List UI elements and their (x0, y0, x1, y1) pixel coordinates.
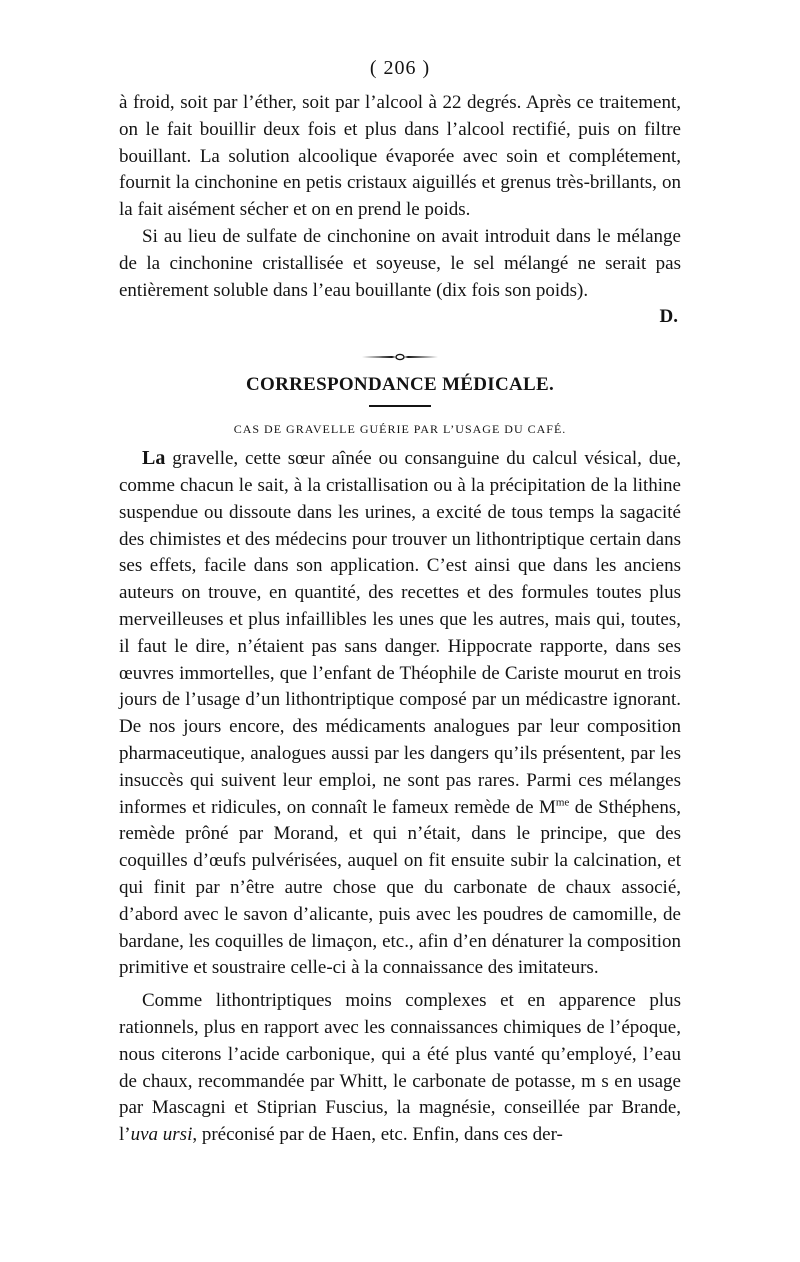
section-title: CORRESPONDANCE MÉDICALE. (245, 374, 555, 396)
paragraph-text: Comme lithontriptiques moins complexes et en apparence plus rationnels, plus en rapport avec les connaissances chimiques de l’époque, nous citerons l’acide carbonique, qui a été plus vanté qu’employé, l’eau de chaux, recommandée par Whitt, le carbonate de potasse, m s en usage par Mascagni et Stiprian Fuscius, la magnésie, conseillée par Brande, l’ (119, 990, 681, 1146)
title-rule-divider (369, 405, 431, 407)
paragraph-text: de Sthéphens, remède prôné par Morand, et qui n’était, dans le principe, que des coquilles d’œufs pulvérisées, auquel on fit ensuite subir la calcination, et qui finit par n’être autre chose que du carbonate de chaux associé, d’abord avec le savon d’alicante, puis avec les poudres de camomille, de bardane, les coquilles de limaçon, etc., afin d’en dénaturer la composition primitive et soustraire celle-ci à la connaissance des imitateurs. (119, 796, 681, 979)
author-signature: D. (659, 306, 678, 328)
page-number: ( 206 ) (369, 57, 431, 79)
intro-paragraph-1: à froid, soit par l’éther, soit par l’alcool à 22 degrés. Après ce traitement, on le fait bouillir deux fois et plus dans l’alcool rectifié, puis on filtre bouillant. La solution alcoolique évaporée avec soin et complétement, fournit la cinchonine en petis cristaux aiguillés et grenus très-brillants, on la fait aisément sécher et on en prend le poids. (119, 92, 681, 221)
ornament-icon (360, 353, 440, 361)
italic-term: uva ursi (130, 1124, 193, 1146)
intro-paragraph-2: Si au lieu de sulfate de cinchonine on avait introduit dans le mélange de la cinchonine cristallisée et soyeuse, le sel mélangé ne serait pas entièrement soluble dans l’eau bouillante (dix fois son poids). (119, 225, 681, 301)
book-page (119, 56, 681, 1149)
paragraph-lead-word: La (142, 447, 166, 470)
article-paragraph-1 (119, 445, 681, 982)
paragraph-text: , préconisé par de Haen, etc. Enfin, dans ces der- (192, 1124, 563, 1146)
superscript-abbrev: me (555, 796, 570, 809)
paragraph-text: gravelle, cette sœur aînée ou consanguine du calcul vésical, due, comme chacun le sait, à la cristallisation ou à la précipitation de la lithine suspendue ou dissoute dans les urines, a excité de tous temps la sagacité des chimistes et des médecins pour trouver un lithontriptique certain dans ses effets, facile dans son application. C’est ainsi que dans les anciens auteurs on trouve, en quantité, des recettes et des formules toutes plus merveilleuses et plus infaillibles les unes que les autres, mais qui, toutes, il faut le dire, n’étaient pas sans danger. Hippocrate rapporte, dans ses œuvres immortelles, que l’enfant de Théophile de Cariste mourut en trois jours de l’usage d’un lithontriptique composé par un médicastre ignorant. De nos jours encore, des médicaments analogues par leur composition pharmaceutique, analogues aussi par les dangers qu’ils présentent, par les insuccès qui suivent leur emploi, ne sont pas rares. Parmi ces mélanges informes et ridicules, on connaît le fameux remède de M (119, 448, 681, 818)
ornament-divider (360, 353, 440, 361)
article-title: CAS DE GRAVELLE GUÉRIE PAR L’USAGE DU CAFÉ. (233, 422, 567, 437)
article-paragraph-2 (119, 988, 681, 1149)
